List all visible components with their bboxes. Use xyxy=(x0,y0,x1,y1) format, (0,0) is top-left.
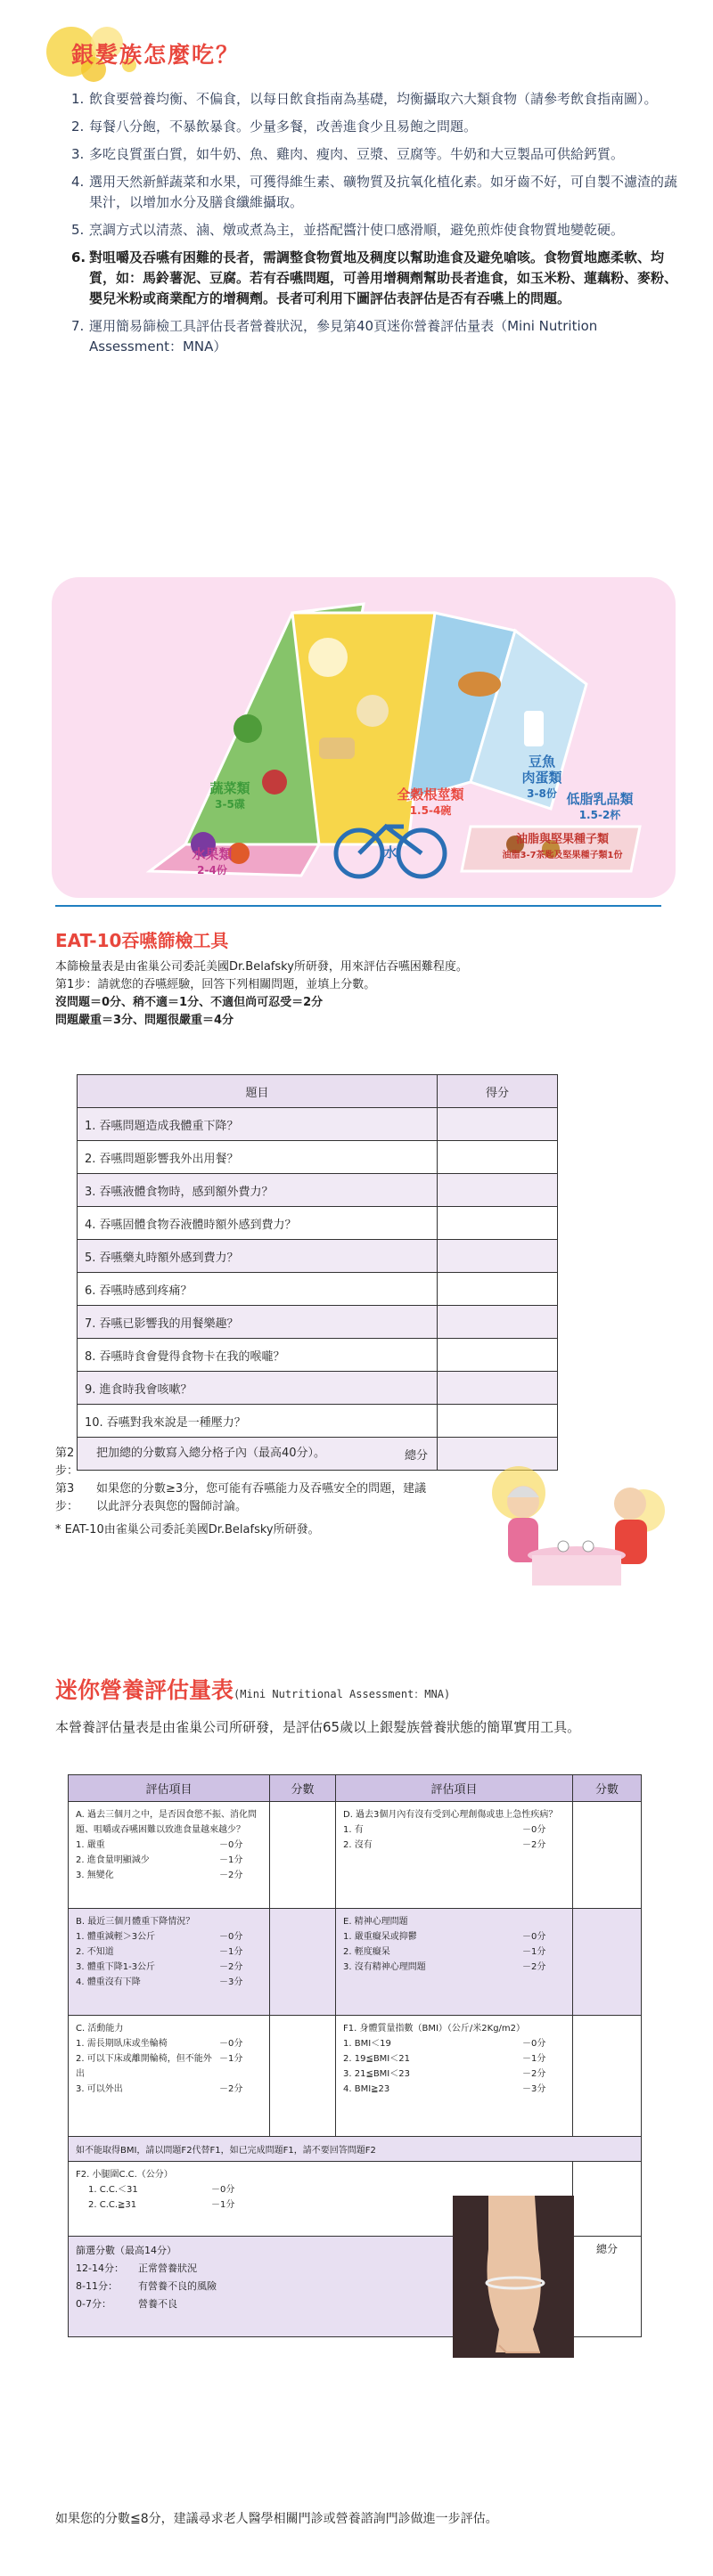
total-row: 總分 xyxy=(78,1438,558,1471)
table-row xyxy=(69,1802,641,1909)
calf-measurement-photo xyxy=(453,2196,574,2358)
eat10-footnote: * EAT-10由雀巢公司委託美國Dr.Belafsky所研發。 xyxy=(55,1523,320,1537)
score-cell[interactable] xyxy=(270,1802,336,1908)
eat10-title: EAT-10吞嚥篩檢工具 xyxy=(55,930,229,951)
table-row: 9. 進食時我會咳嗽？ xyxy=(78,1372,558,1405)
score-cell[interactable] xyxy=(270,2016,336,2136)
table-row xyxy=(69,2016,641,2137)
mna-item-b: B. 最近三個月體重下降情況？ 1. 體重減輕＞3公斤 －0分 2. 不知道 －1分 3. 體重下降1-3公斤 －2分 4. 體重沒有下降 －3分 xyxy=(69,1909,270,2015)
mna-item-e: E. 精神心理問題 1. 嚴重癡呆或抑鬱 －0分 2. 輕度癡呆 －1分 3. 沒有精神心理問題 －2分 xyxy=(336,1909,573,2015)
score-cell[interactable] xyxy=(573,2162,641,2236)
section-divider xyxy=(55,905,661,907)
food-pyramid xyxy=(52,577,676,898)
diet-tip: 6. 對咀嚼及吞嚥有困難的長者，需調整食物質地及稠度以幫助進食及避免嗆咳。食物質地應柔軟、均質，如：馬鈴薯泥、豆腐。若有吞嚥問題，可善用增稠劑幫助長者進食，如玉米粉、蓮藕粉、麥粉、嬰兒米粉或商業配方的增稠劑。長者可利用下圖評估表評估是否有吞嚥上的問題。 xyxy=(71,249,678,306)
mna-item-a: A. 過去三個月之中，是否因食慾不振、消化問題、咀嚼或吞嚥困難以致進食量越來越少？ 1. 嚴重 －0分 2. 進食量明顯減少 －1分 3. 無變化 －2分 xyxy=(69,1802,270,1908)
diet-tip: 1. 飲食要營養均衡、不偏食，以每日飲食指南為基礎，均衡攝取六大類食物（請參考飲食指南圖）。 xyxy=(71,91,658,107)
fruit-label: 水果類 2-4份 xyxy=(192,846,233,876)
diet-tip: 7. 運用簡易篩檢工具評估長者營養狀況，參見第40頁迷你營養評估量表（Mini Nutrition Assessment：MNA） xyxy=(71,318,598,355)
diet-section xyxy=(53,0,677,570)
score-cell[interactable] xyxy=(270,1909,336,2015)
table-row: 7. 吞嚥已影響我的用餐樂趣？ xyxy=(78,1306,558,1339)
protein-label: 豆魚 肉蛋類 3-8份 xyxy=(521,754,562,800)
diet-tip: 3. 多吃良質蛋白質，如牛奶、魚、雞肉、瘦肉、豆漿、豆腐等。牛奶和大豆製品可供給鈣質。 xyxy=(71,146,625,162)
eat10-steps: 第2步： 把加總的分數寫入總分格子內（最高40分）。 第3步： 如果您的分數≥3分，您可能有吞嚥能力及吞嚥安全的問題，建議以此評分表與您的醫師討論。 xyxy=(55,1447,427,1513)
mna-item-c: C. 活動能力 1. 需長期臥床或坐輪椅 －0分 2. 可以下床或離開輪椅，但不能外出 －1分 3. 可以外出 －2分 xyxy=(69,2016,270,2136)
table-row: 6. 吞嚥時感到疼痛？ xyxy=(78,1273,558,1306)
mna-item-d: D. 過去3個月內有沒有受到心理創傷或患上急性疾病？ 1. 有 －0分 2. 沒有 －2分 xyxy=(336,1802,573,1908)
mna-header-row: 評估項目 分數 評估項目 分數 xyxy=(69,1775,641,1802)
score-cell[interactable] xyxy=(438,1108,558,1141)
water-label: 水 xyxy=(383,844,397,860)
dairy-label: 低脂乳品類 1.5-2杯 xyxy=(566,791,634,821)
diet-tip: 5. 烹調方式以清蒸、滷、燉或煮為主，並搭配醬汁使口感滑順，避免煎炸使食物質地變乾硬。 xyxy=(71,222,625,238)
total-score-label: 總分 xyxy=(595,2243,618,2255)
mna-title: 迷你營養評估量表(Mini Nutritional Assessment：MNA) xyxy=(55,1677,451,1703)
grains-label: 全穀根莖類 1.5-4碗 xyxy=(397,787,464,817)
table-row: 3. 吞嚥液體食物時，感到額外費力？ xyxy=(78,1174,558,1207)
table-row: 10. 吞嚥對我來說是一種壓力？ xyxy=(78,1405,558,1438)
eat10-table: 題目 得分 1. 吞嚥問題造成我體重下降？ 2. 吞嚥問題影響我外出用餐？ 3. 吞嚥液體食物時，感到額外費力？ 4. 吞嚥固體食物吞液體時額外感到費力？ 5. 吞嚥藥丸時額外感到費力？ 6. 吞嚥時感到疼痛？ 7. 吞嚥已影響我的用餐樂趣？ 8. 吞嚥時食會覺得食物卡在我的喉嚨？ 9. 進食時我會咳嗽？ 10. 吞嚥對我來說是一種壓力？ 總分 xyxy=(77,1074,558,1471)
table-row: 4. 吞嚥固體食物吞液體時額外感到費力？ xyxy=(78,1207,558,1240)
mna-item-f2: F2. 小腿圍C.C.（公分） 1. C.C.＜31 －0分 2. C.C.≧31 －1分 xyxy=(69,2162,573,2236)
table-row: 2. 吞嚥問題影響我外出用餐？ xyxy=(78,1141,558,1174)
score-cell[interactable] xyxy=(438,1174,558,1207)
mna-bmi-note: 如不能取得BMI，請以問題F2代替F1，如已完成問題F1，請不要回答問題F2 xyxy=(69,2137,641,2162)
diet-title: 銀髮族怎麼吃？ xyxy=(71,42,241,68)
eat10-intro: 本篩檢量表是由雀巢公司委託美國Dr.Belafsky所研發，用來評估吞嚥困難程度。 第1步：請就您的吞嚥經驗，回答下列相關問題，並填上分數。 沒問題＝0分、稍不適＝1分、不適但尚可忍受＝2分 問題嚴重＝3分、問題很嚴重＝4分 xyxy=(55,960,468,1027)
diet-tip: 4. 選用天然新鮮蔬菜和水果，可獲得維生素、礦物質及抗氧化植化素。如牙齒不好，可自製不濾渣的蔬果汁，以增加水分及膳食纖維攝取。 xyxy=(71,174,678,210)
score-cell[interactable] xyxy=(573,2016,641,2136)
mna-end-note: 如果您的分數≦8分，建議尋求老人醫學相關門診或營養諮詢門診做進一步評估。 xyxy=(55,2512,498,2526)
diet-tip-list xyxy=(71,89,677,364)
mna-item-f1: F1. 身體質量指數（BMI）（公斤/米2Kg/m2） 1. BMI＜19 －0分 2. 19≦BMI＜21 －1分 3. 21≦BMI＜23 －2分 4. BMI≧23 －3分 xyxy=(336,2016,573,2136)
table-row: 8. 吞嚥時食會覺得食物卡在我的喉嚨？ xyxy=(78,1339,558,1372)
score-cell[interactable] xyxy=(438,1372,558,1405)
mna-intro: 本營養評估量表是由雀巢公司所研發，是評估65歲以上銀髮族營養狀態的簡單實用工具。 xyxy=(55,1719,581,1735)
elderly-couple-illustration xyxy=(474,1457,679,1600)
mna-section xyxy=(55,1648,679,2565)
score-cell[interactable] xyxy=(438,1141,558,1174)
oil-label: 油脂與堅果種子類 油脂3-7茶匙及堅果種子類1份 xyxy=(502,833,623,860)
score-cell[interactable] xyxy=(573,1909,641,2015)
score-cell[interactable] xyxy=(438,1240,558,1273)
eat10-section xyxy=(55,905,679,1600)
table-row: 1. 吞嚥問題造成我體重下降？ xyxy=(78,1108,558,1141)
table-row xyxy=(69,1909,641,2016)
score-cell[interactable] xyxy=(573,1802,641,1908)
mna-screening-score: 篩選分數（最高14分） 12-14分： 正常營養狀況 8-11分： 有營養不良的風險 0-7分： 營養不良 xyxy=(69,2237,573,2336)
diet-tip: 2. 每餐八分飽，不暴飲暴食。少量多餐，改善進食少且易飽之問題。 xyxy=(71,118,478,135)
table-row: 5. 吞嚥藥丸時額外感到費力？ xyxy=(78,1240,558,1273)
score-cell[interactable] xyxy=(438,1207,558,1240)
score-cell[interactable] xyxy=(438,1306,558,1339)
score-cell[interactable] xyxy=(438,1273,558,1306)
score-cell[interactable] xyxy=(438,1339,558,1372)
score-cell[interactable] xyxy=(438,1405,558,1438)
vegetable-label: 蔬菜類 3-5碟 xyxy=(209,780,250,811)
